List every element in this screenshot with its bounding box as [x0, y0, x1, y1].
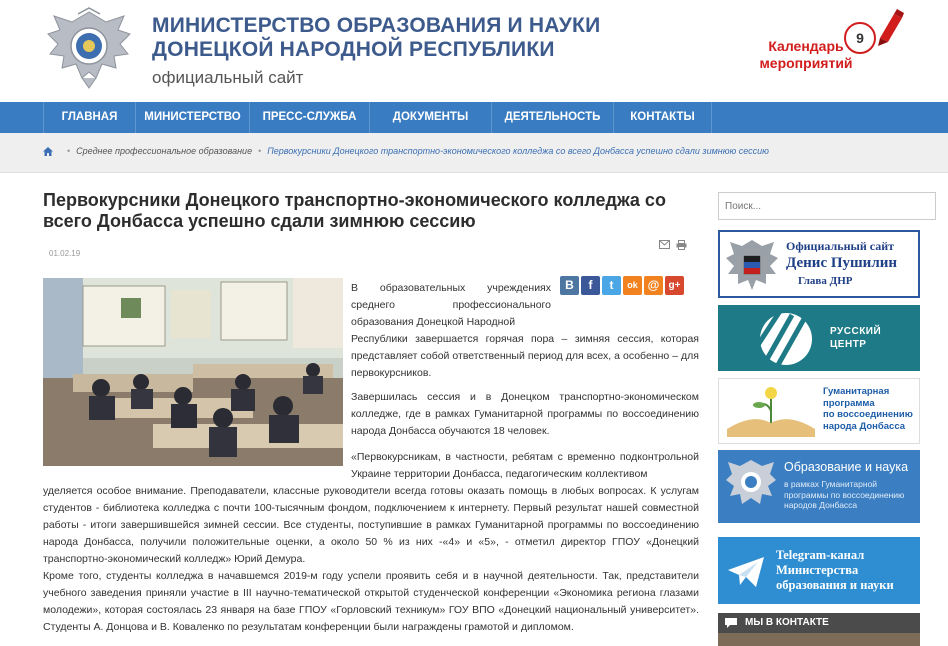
share-googleplus-button[interactable]: g+ [665, 276, 684, 295]
home-icon[interactable] [43, 147, 53, 156]
humanitarian-line2: программа [823, 397, 875, 409]
nav-press[interactable]: ПРЕСС-СЛУЖБА [250, 102, 370, 133]
article-paragraph-1 [351, 280, 699, 382]
nav-ministry[interactable]: МИНИСТЕРСТВО [136, 102, 250, 133]
marker-pen-icon [870, 8, 906, 48]
article-paragraph-4: Кроме того, студенты колледжа в начавшемся 2019-м году успели проявить себя и в научной деятельности. Так, представители учебного заведения приняли участие в III научно-тематической открытой студенческой конференции «Экономика региона глазами молодежи», которая состоялась 23 января на базе ГПОУ «Горловский техникум» ГОУ ВПО «Донецкий национальный университет». Студенты А. Донцова и В. Коваленко по результатам конференции были награждены грамотой и дипломом. [43, 570, 699, 633]
telegram-channel-banner[interactable] [718, 537, 920, 604]
humanitarian-line4: народа Донбасса [823, 420, 905, 432]
humanitarian-line1: Гуманитарная [823, 386, 890, 397]
telegram-line1: Telegram-канал [776, 548, 865, 562]
russian-center-line1: РУССКИЙ [830, 326, 882, 337]
vk-widget[interactable] [718, 613, 920, 646]
telegram-plane-icon [726, 555, 766, 589]
telegram-label [776, 548, 894, 593]
humanitarian-program-banner[interactable] [718, 378, 920, 444]
education-science-title: Образование и наука [784, 460, 909, 474]
calendar-badge: 9 [844, 22, 876, 54]
russian-center-label [830, 325, 881, 351]
article-photo [43, 278, 343, 466]
article-paragraph-3-rest: уделяется особое внимание. Преподаватели, классные руководители всегда готовы оказать помощь в любых вопросах. К услугам студентов - библиотека колледжа с почти 100-тысячным фондом, подключением к интернету. Первый результат нашей совместной работы - итоги завершившейся зимней сессии. Все студенты, поступившие в рамках Гуманитарной программы по воссоединению народа Донбасса, получили положительные оценки, а около 50 % из них -«4» и «5», - отметил директор ГПОУ «Донецкий транспортно-экономический колледж» Юрий Демура. [43, 485, 699, 565]
share-mail-button[interactable]: @ [644, 276, 663, 295]
org-title-line1[interactable]: МИНИСТЕРСТВО ОБРАЗОВАНИЯ И НАУКИ [152, 14, 601, 37]
print-icon[interactable] [676, 240, 687, 250]
nav-home[interactable]: ГЛАВНАЯ [43, 102, 136, 133]
breadcrumb [0, 133, 948, 173]
calendar-label[interactable] [758, 38, 854, 72]
events-calendar-link[interactable] [752, 8, 912, 80]
education-science-subtitle [784, 479, 904, 511]
pushilin-line1: Официальный сайт [786, 239, 895, 253]
email-icon[interactable] [659, 240, 670, 249]
breadcrumb-section[interactable]: Среднее профессиональное образование [76, 146, 253, 156]
main-nav [0, 102, 948, 133]
humanitarian-label [823, 386, 913, 432]
russian-center-line2: ЦЕНТР [830, 339, 867, 350]
russian-center-logo-icon [752, 311, 822, 367]
education-science-line3: народов Донбасса [784, 500, 858, 510]
share-facebook-button[interactable]: f [581, 276, 600, 295]
article-paragraph-2: Завершилась сессия и в Донецком транспортно-экономическом колледже, где в рамках Гуманитарной программы по воссоединению народа Донбасса обучаются 18 человек. [351, 391, 699, 437]
breadcrumb-separator: • [67, 146, 71, 156]
article-paragraph-1-rest: Республики завершается горячая пора – зимняя сессия, которая представляет собой ответственный период для всех, а особенно – для первокурсников. [351, 333, 699, 379]
org-subtitle: официальный сайт [152, 68, 304, 87]
ministry-emblem-small-icon [724, 458, 778, 512]
article-paragraph-3-lead: «Первокурсникам, в частности, ребятам с временно подконтрольной Украине территории Донбасса, педагогическим коллективом [351, 451, 699, 480]
pushilin-site-banner[interactable] [718, 230, 920, 298]
telegram-line3: образования и науки [776, 578, 894, 592]
share-vk-button[interactable]: В [560, 276, 579, 295]
pushilin-line2: Денис Пушилин [786, 255, 898, 271]
breadcrumb-current: Первокурсники Донецкого транспортно-экономического колледжа со всего Донбасса успешно сдали зимнюю сессию [267, 146, 769, 156]
breadcrumb-separator: • [258, 146, 262, 156]
hands-flower-icon [723, 383, 819, 441]
article-paragraph-1-lead: В образовательных учреждениях среднего профессионального образования Донецкой Народной [351, 282, 551, 328]
telegram-line2: Министерства [776, 563, 859, 577]
article-tools [659, 240, 687, 250]
education-science-banner[interactable] [718, 450, 920, 523]
article-title: Первокурсники Донецкого транспортно-экономического колледжа со всего Донбасса успешно сдали зимнюю сессию [43, 190, 666, 231]
calendar-label-line1: Календарь [768, 38, 844, 54]
article-paragraph-3 [43, 449, 699, 568]
org-title-line2[interactable]: ДОНЕЦКОЙ НАРОДНОЙ РЕСПУБЛИКИ [152, 38, 555, 61]
pushilin-line3: Глава ДНР [798, 275, 853, 287]
share-twitter-button[interactable]: t [602, 276, 621, 295]
article [43, 190, 699, 633]
humanitarian-line3: по воссоединению [823, 409, 913, 420]
ministry-emblem-icon[interactable] [42, 6, 136, 92]
calendar-label-line2: мероприятий [759, 55, 853, 71]
chat-bubble-icon [724, 617, 738, 629]
nav-documents[interactable]: ДОКУМЕНТЫ [370, 102, 492, 133]
nav-activity[interactable]: ДЕЯТЕЛЬНОСТЬ [492, 102, 614, 133]
russian-center-banner[interactable] [718, 305, 920, 371]
vk-widget-cover [718, 633, 920, 646]
education-science-line1: в рамках Гуманитарной [784, 479, 878, 489]
site-header [0, 0, 948, 102]
search-input[interactable] [718, 192, 936, 220]
article-date: 01.02.19 [49, 249, 81, 258]
share-odnoklassniki-button[interactable]: ok [623, 276, 642, 295]
nav-contacts[interactable]: КОНТАКТЫ [614, 102, 712, 133]
org-title[interactable] [152, 14, 600, 62]
dnr-emblem-icon [724, 236, 780, 294]
vk-widget-title: МЫ В КОНТАКТЕ [745, 617, 829, 628]
education-science-line2: программы по воссоединению [784, 489, 905, 500]
